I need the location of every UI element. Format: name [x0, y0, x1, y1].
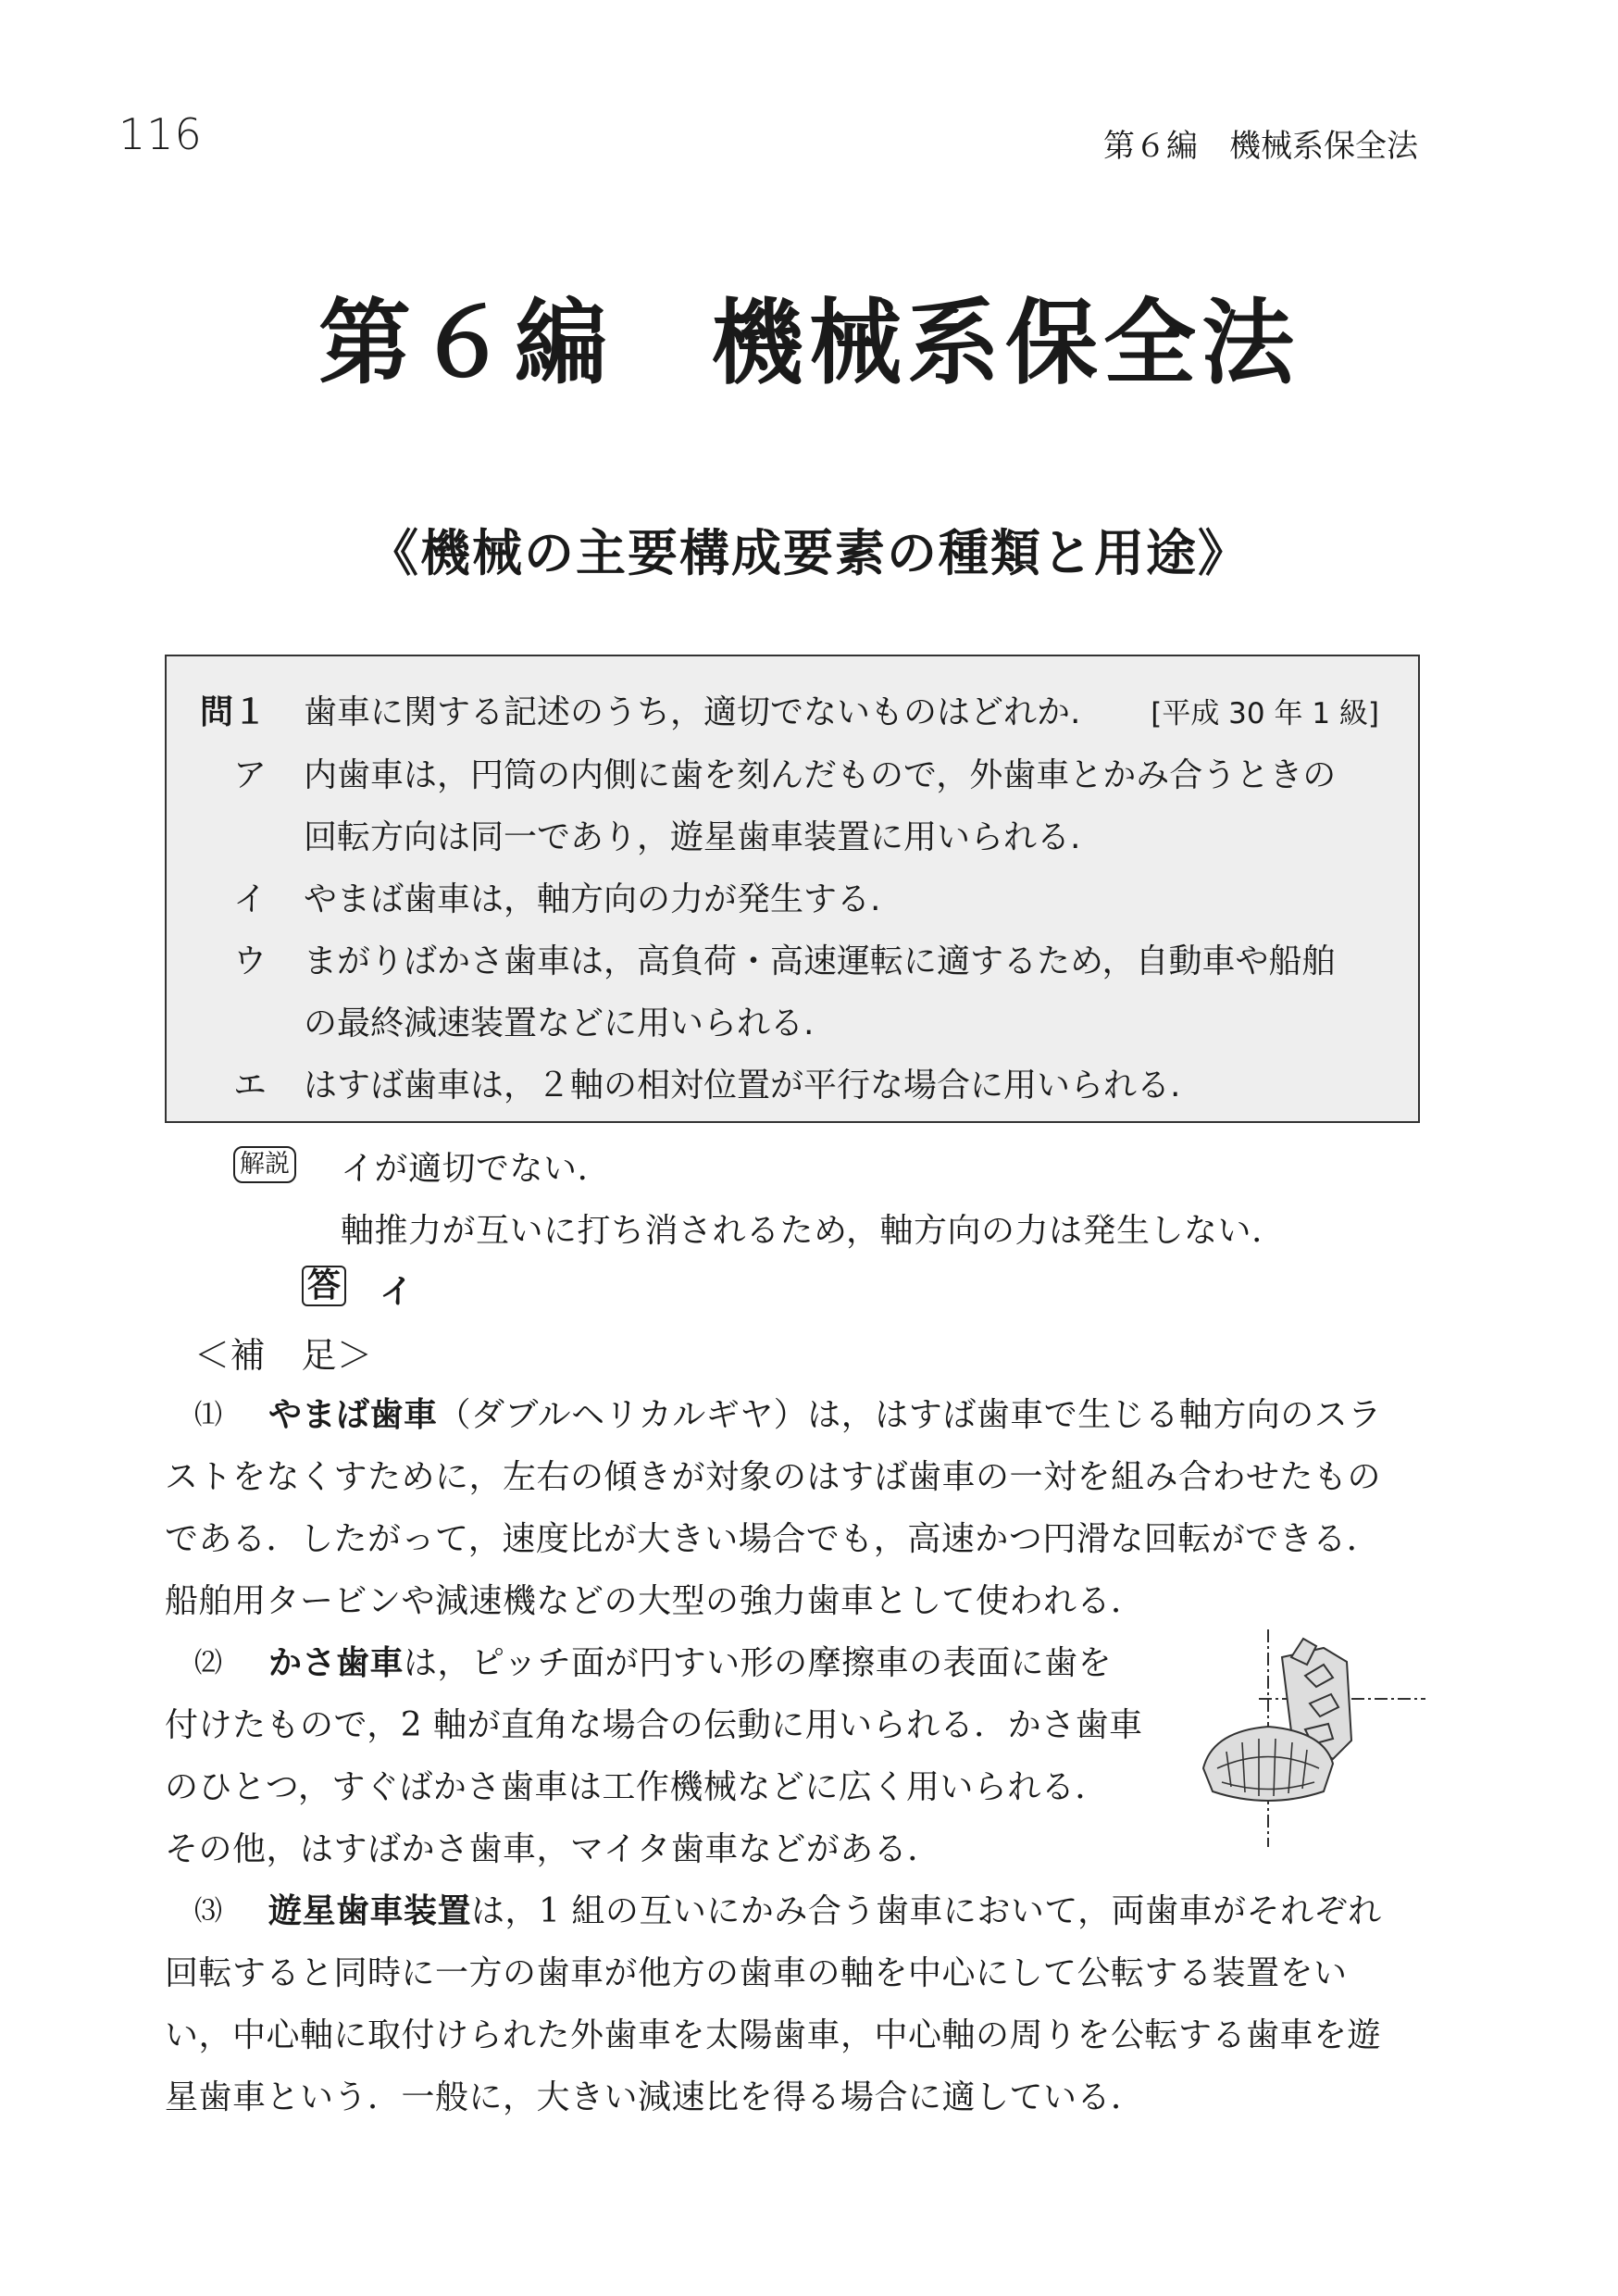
- item-2-number: ⑵: [194, 1647, 223, 1679]
- question-text: 歯車に関する記述のうち，適切でないものはどれか.: [304, 693, 1081, 731]
- chapter-title: 第６編 機械系保全法: [318, 288, 1300, 397]
- item-3-term: 遊星歯車装置: [268, 1892, 472, 1930]
- answer-tag: 答: [302, 1266, 346, 1306]
- item-1-line-3: である．したがって，速度比が大きい場合でも，高速かつ円滑な回転ができる．: [165, 1520, 1381, 1558]
- item-2-line-4: その他，はすばかさ歯車，マイタ歯車などがある．: [165, 1830, 941, 1868]
- item-2-text-1: は，ピッチ面が円すい形の摩擦車の表面に歯を: [404, 1644, 1113, 1682]
- question-source: [平成 30 年 1 級]: [1151, 697, 1379, 730]
- option-label-i: イ: [233, 880, 268, 918]
- page-number: 116: [118, 109, 203, 159]
- item-1-text-1: （ダブルヘリカルギヤ）は，はすば歯車で生じる軸方向のスラ: [437, 1396, 1382, 1434]
- supplement-heading: ＜補 足＞: [194, 1335, 373, 1376]
- answer-value: イ: [380, 1273, 414, 1311]
- option-text-a-cont: 回転方向は同一であり，遊星歯車装置に用いられる.: [304, 818, 1081, 856]
- option-text-a: 内歯車は，円筒の内側に歯を刻んだもので，外歯車とかみ合うときの: [304, 756, 1337, 794]
- question-label: 問１: [200, 693, 268, 731]
- item-1-line-2: ストをなくすために，左右の傾きが対象のはすば歯車の一対を組み合わせたもの: [165, 1458, 1382, 1496]
- item-3-line-1: [268, 1885, 1382, 1932]
- item-1-line-1: [268, 1389, 1382, 1436]
- item-3-line-2: 回転すると同時に一方の歯車が他方の歯車の軸を中心にして公転する装置をい: [165, 1954, 1348, 1992]
- option-label-e: エ: [233, 1067, 268, 1104]
- running-header: 第６編 機械系保全法: [1103, 128, 1418, 165]
- section-title: 《機械の主要構成要素の種類と用途》: [368, 523, 1250, 582]
- item-2-term: かさ歯車: [268, 1644, 404, 1682]
- item-3-text-1: は，1 組の互いにかみ合う歯車において，両歯車がそれぞれ: [471, 1892, 1382, 1930]
- item-3-number: ⑶: [194, 1895, 223, 1928]
- item-1-line-4: 船舶用タービンや減速機などの大型の強力歯車として使われる．: [165, 1582, 1145, 1620]
- item-1-number: ⑴: [194, 1399, 223, 1431]
- item-2-line-3: のひとつ，すぐばかさ歯車は工作機械などに広く用いられる．: [165, 1768, 1109, 1806]
- item-2-line-1: [268, 1637, 1112, 1684]
- option-text-u-cont: の最終減速装置などに用いられる.: [304, 1004, 815, 1042]
- item-3-line-4: 星歯車という．一般に，大きい減速比を得る場合に適している．: [165, 2078, 1145, 2116]
- option-label-a: ア: [233, 756, 268, 794]
- explanation-line-2: 軸推力が互いに打ち消されるため，軸方向の力は発生しない.: [341, 1212, 1263, 1250]
- item-3-line-3: い，中心軸に取付けられた外歯車を太陽歯車，中心軸の周りを公転する歯車を遊: [165, 2016, 1382, 2054]
- explanation-tag: 解説: [233, 1146, 296, 1183]
- option-text-e: はすば歯車は，２軸の相対位置が平行な場合に用いられる.: [304, 1067, 1181, 1104]
- option-label-u: ウ: [233, 942, 268, 980]
- item-1-term: やまば歯車: [268, 1396, 438, 1434]
- explanation-line-1: イが適切でない.: [341, 1150, 589, 1188]
- option-text-i: やまば歯車は，軸方向の力が発生する.: [304, 880, 881, 918]
- option-text-u: まがりばかさ歯車は，高負荷・高速運転に適するため，自動車や船舶: [304, 942, 1336, 980]
- bevel-gear-figure: [1194, 1629, 1425, 1847]
- item-2-line-2: 付けたもので，2 軸が直角な場合の伝動に用いられる．かさ歯車: [165, 1706, 1143, 1744]
- question-box: [165, 655, 1420, 1123]
